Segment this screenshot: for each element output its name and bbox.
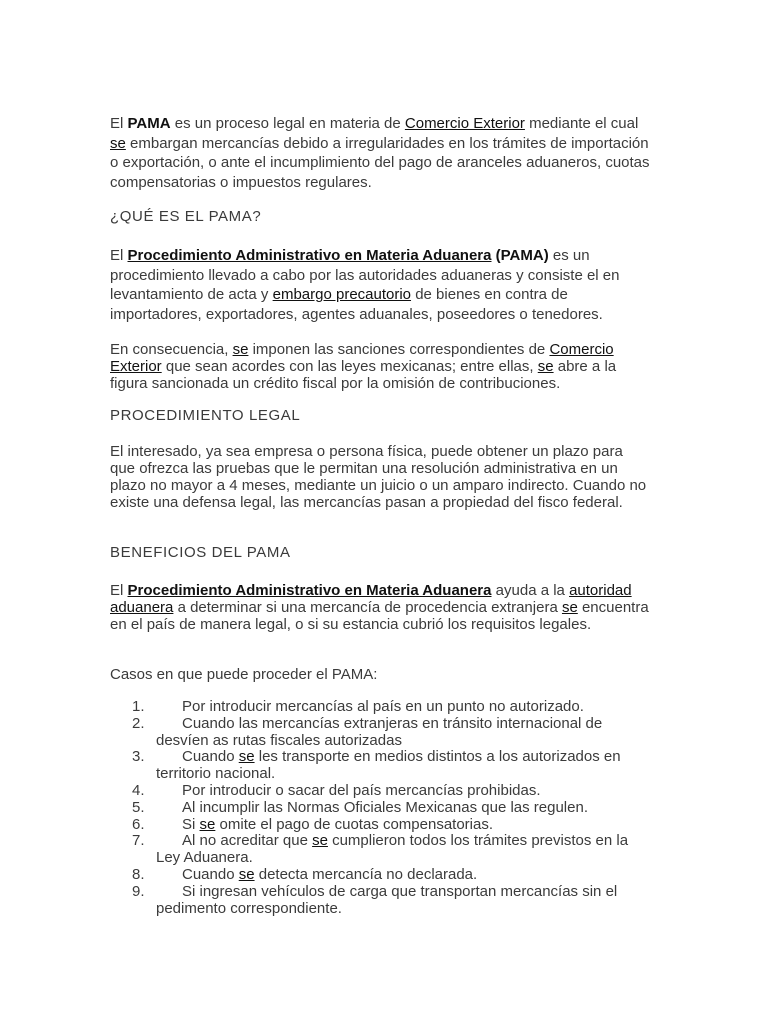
text-run: Cuando <box>182 865 239 883</box>
se-link[interactable]: se <box>110 134 126 152</box>
embargo-precautorio-link[interactable]: embargo precautorio <box>272 286 412 303</box>
list-item <box>110 699 650 716</box>
text-run: embargan mercancías debido a irregularidades en los trámites de importación o exportación, o ante el incumplimiento del pago de aranceles aduaneros, cuotas compensatorias o impuestos regulares. <box>110 134 650 191</box>
autoridad-aduanera-link[interactable]: autoridad aduanera <box>110 582 632 616</box>
text-run: Si <box>182 815 200 833</box>
heading-beneficios-del-pama: BENEFICIOS DEL PAMA <box>110 544 291 561</box>
text-run: es un procedimiento llevado a cabo por las autoridades aduaneras y consiste el en levantamiento de acta y <box>110 247 620 303</box>
text-run: Cuando las mercancías extranjeras en tránsito internacional de desvíen as rutas fiscales autorizadas <box>156 714 603 749</box>
heading-que-es-el-pama: ¿QUÉ ES EL PAMA? <box>110 208 262 225</box>
text-run: que sean acordes con las leyes mexicanas; entre ellas, <box>161 358 538 375</box>
text-run: Cuando <box>182 748 239 766</box>
list-item <box>110 884 650 918</box>
item-number: 9. <box>132 882 145 900</box>
heading-procedimiento-legal: PROCEDIMIENTO LEGAL <box>110 407 301 424</box>
text-run: Por introducir o sacar del país mercancías prohibidas. <box>182 781 541 799</box>
se-link[interactable]: se <box>561 599 578 616</box>
se-link[interactable]: se <box>232 341 249 358</box>
list-item <box>110 833 650 867</box>
text-run: En consecuencia, <box>110 341 233 358</box>
pama-bold-term: PAMA <box>127 115 171 132</box>
text-run: encuentra en el país de manera legal, o si su estancia cubrió los requisitos legales. <box>110 599 649 633</box>
se-link[interactable]: se <box>537 358 554 375</box>
text-run: a determinar si una mercancía de procedencia extranjera <box>173 599 562 616</box>
comercio-exterior-link[interactable]: Comercio Exterior <box>404 115 525 132</box>
text-run: abre a la figura sancionada un crédito fiscal por la omisión de contribuciones. <box>110 358 617 392</box>
se-link[interactable]: se <box>312 832 328 850</box>
cases-intro: Casos en que puede proceder el PAMA: <box>110 666 378 683</box>
item-number: 8. <box>132 865 145 883</box>
list-item <box>110 783 650 800</box>
text-run: detecta mercancía no declarada. <box>254 865 478 883</box>
procedimiento-administrativo-link[interactable]: Procedimiento Administrativo en Materia Aduanera <box>127 582 492 599</box>
text-run: El <box>110 115 128 132</box>
text-run: de bienes en contra de importadores, exportadores, agentes aduanales, poseedores o tenedores. <box>110 286 603 323</box>
procedimiento-administrativo-link[interactable]: Procedimiento Administrativo en Materia Aduanera <box>127 247 492 264</box>
list-item <box>110 749 650 783</box>
text-run: ayuda a la <box>491 582 570 599</box>
se-link[interactable]: se <box>199 815 216 833</box>
item-number: 5. <box>132 798 145 816</box>
text-run: El <box>110 247 128 264</box>
text-run: imponen las sanciones correspondientes de <box>248 341 550 358</box>
text-run: Si ingresan vehículos de carga que transportan mercancías sin el pedimento correspondiente. <box>156 882 618 917</box>
consequence-paragraph <box>110 341 650 392</box>
item-number: 2. <box>132 714 145 732</box>
pama-acronym: (PAMA) <box>495 247 549 264</box>
text-run: Por introducir mercancías al país en un punto no autorizado. <box>182 698 584 715</box>
item-number: 1. <box>132 698 145 715</box>
item-number: 7. <box>132 832 145 850</box>
text-run: cumplieron todos los trámites previstos en la Ley Aduanera. <box>156 832 629 867</box>
benefits-paragraph <box>110 582 650 633</box>
text-run: mediante el cual <box>524 115 639 132</box>
procedure-paragraph: El interesado, ya sea empresa o persona física, puede obtener un plazo para que ofrezca las pruebas que le permitan una resolución administrativa en un plazo no mayor a 4 meses, mediante un juicio o un amparo indirecto. Cuando no existe una defensa legal, las mercancías pasan a propiedad del fisco federal. <box>110 443 647 511</box>
se-link[interactable]: se <box>238 748 255 766</box>
text-run: es un proceso legal en materia de <box>170 115 405 132</box>
cases-list <box>110 699 650 917</box>
text-run: les transporte en medios distintos a los autorizados en territorio nacional. <box>156 748 621 783</box>
text-run: omite el pago de cuotas compensatorias. <box>215 815 494 833</box>
text-run: Al no acreditar que <box>182 832 313 850</box>
list-item <box>110 716 650 750</box>
se-link[interactable]: se <box>238 865 255 883</box>
text-run: Al incumplir las Normas Oficiales Mexicanas que las regulen. <box>182 798 588 816</box>
intro-paragraph <box>110 114 650 192</box>
item-number: 6. <box>132 815 145 833</box>
item-number: 3. <box>132 748 145 766</box>
text-run: El <box>110 582 128 599</box>
item-number: 4. <box>132 781 145 799</box>
list-item <box>110 817 650 834</box>
comercio-exterior-link[interactable]: Comercio Exterior <box>110 341 614 375</box>
list-item <box>110 800 650 817</box>
definition-paragraph <box>110 246 650 324</box>
list-item <box>110 867 650 884</box>
